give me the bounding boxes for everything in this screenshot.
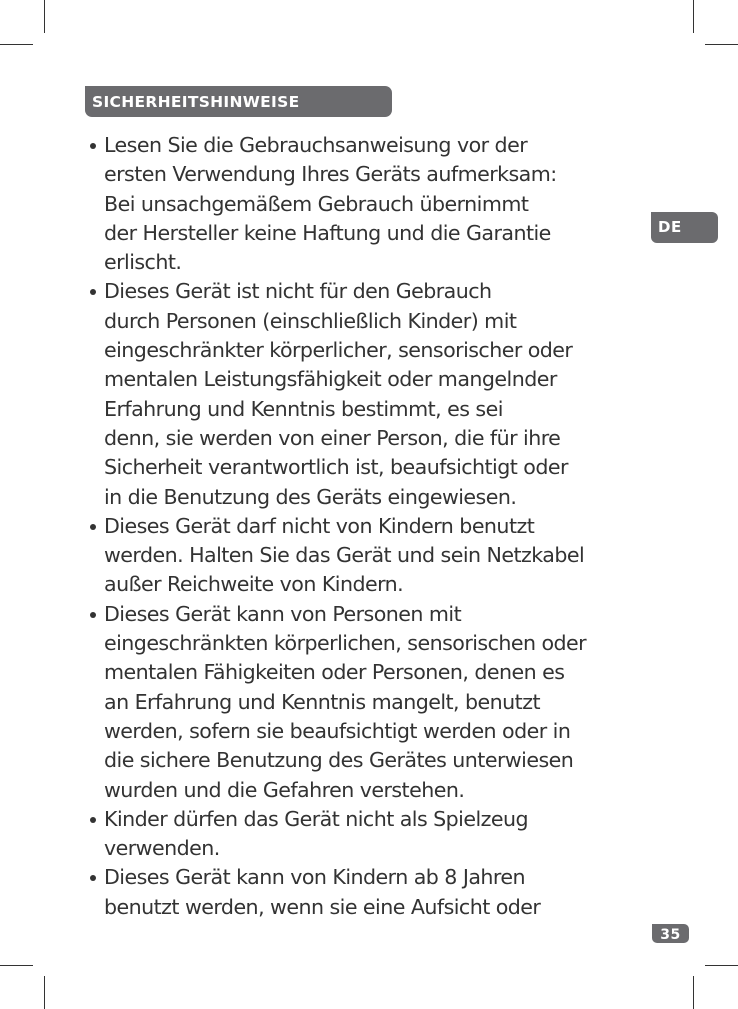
list-item	[87, 600, 662, 805]
text-line: erlischt.	[104, 250, 182, 275]
text-line: verwenden.	[104, 836, 220, 861]
list-item	[87, 277, 662, 511]
bullet-icon	[90, 612, 96, 618]
bullet-icon	[90, 875, 96, 881]
text-line: eingeschränkter körperlicher, sensorischer oder	[104, 338, 573, 363]
text-line: Erfahrung und Kenntnis bestimmt, es sei	[104, 396, 503, 421]
text-line: mentalen Leistungsfähigkeit oder mangelnder	[104, 367, 557, 392]
section-title: SICHERHEITSHINWEISE	[92, 93, 300, 111]
crop-mark-bottom-left-horizontal	[0, 965, 33, 966]
crop-mark-bottom-right-horizontal	[705, 965, 738, 966]
bullet-icon	[90, 289, 96, 295]
text-line: Lesen Sie die Gebrauchsanweisung vor der	[104, 133, 528, 157]
text-line: mentalen Fähigkeiten oder Personen, denen es	[104, 660, 565, 685]
text-line: Dieses Gerät kann von Personen mit	[104, 601, 462, 626]
bullet-icon	[90, 524, 96, 530]
crop-mark-top-left-vertical	[44, 0, 45, 33]
page-number-badge	[652, 924, 689, 943]
crop-mark-bottom-left-vertical	[44, 976, 45, 1009]
list-item	[87, 131, 662, 277]
text-line: werden. Halten Sie das Gerät und sein Netzkabel	[104, 543, 585, 568]
text-line: denn, sie werden von einer Person, die für ihre	[104, 425, 561, 450]
crop-mark-top-right-horizontal	[705, 44, 738, 45]
text-line: die sichere Benutzung des Gerätes unterwiesen	[104, 748, 574, 773]
page-number: 35	[660, 927, 681, 943]
text-line: werden, sofern sie beaufsichtigt werden oder in	[104, 718, 571, 743]
text-line: Dieses Gerät darf nicht von Kindern benutzt	[104, 513, 535, 538]
text-line: der Hersteller keine Haftung und die Garantie	[104, 220, 551, 245]
crop-mark-top-left-horizontal	[0, 44, 33, 45]
text-line: Dieses Gerät ist nicht für den Gebrauch	[104, 279, 492, 304]
bullet-icon	[90, 143, 96, 149]
text-line: außer Reichweite von Kindern.	[104, 572, 404, 597]
text-line: eingeschränkten körperlichen, sensorischen oder	[104, 631, 587, 656]
text-line: Dieses Gerät kann von Kindern ab 8 Jahren	[104, 865, 526, 890]
safety-instructions-list	[87, 131, 662, 922]
text-line: durch Personen (einschließlich Kinder) mit	[104, 308, 517, 333]
text-line: Kinder dürfen das Gerät nicht als Spielzeug	[104, 806, 529, 831]
text-line: Sicherheit verantwortlich ist, beaufsichtigt oder	[104, 455, 568, 480]
list-item	[87, 512, 662, 600]
bullet-icon	[90, 817, 96, 823]
text-line: in die Benutzung des Geräts eingewiesen.	[104, 484, 517, 509]
text-line: benutzt werden, wenn sie eine Aufsicht oder	[104, 894, 541, 919]
text-line: ersten Verwendung Ihres Geräts aufmerksam:	[104, 162, 557, 187]
language-tab-label: DE	[658, 218, 682, 236]
section-header	[85, 86, 392, 117]
crop-mark-top-right-vertical	[693, 0, 694, 33]
list-item	[87, 863, 662, 922]
list-item	[87, 805, 662, 864]
text-line: wurden und die Gefahren verstehen.	[104, 777, 465, 802]
crop-mark-bottom-right-vertical	[693, 976, 694, 1009]
text-line: an Erfahrung und Kenntnis mangelt, benutzt	[104, 689, 540, 714]
text-line: Bei unsachgemäßem Gebrauch übernimmt	[104, 191, 529, 216]
